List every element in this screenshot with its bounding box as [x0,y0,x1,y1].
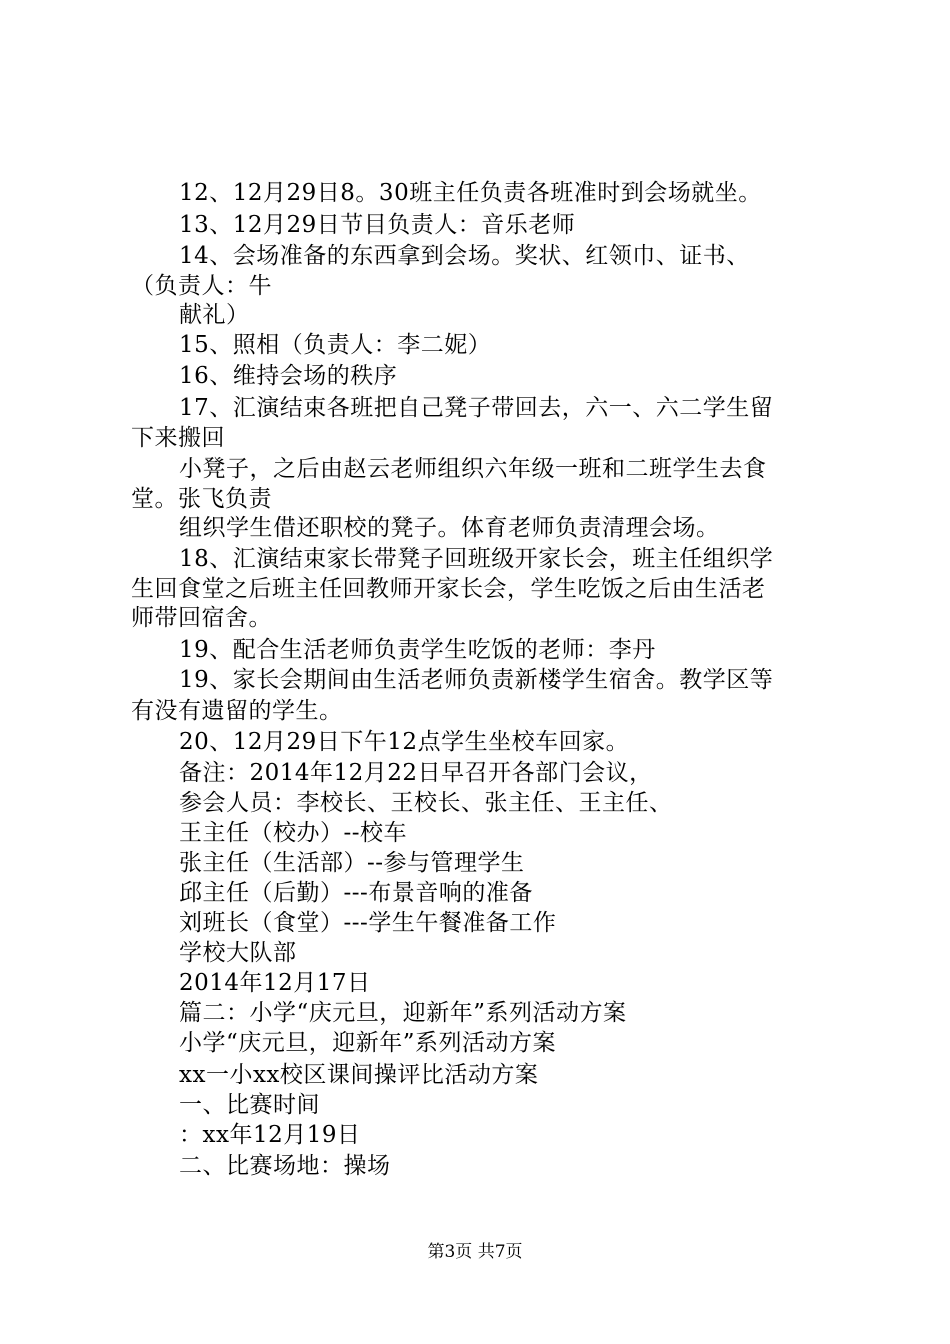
text-line: 篇二：小学“庆元旦，迎新年”系列活动方案 [179,1000,627,1026]
text-line: （负责人：牛 [131,273,272,299]
text-line: 参会人员：李校长、王校长、张主任、王主任、 [179,790,673,816]
text-line: 有没有遗留的学生。 [131,698,343,724]
text-line: 堂。张飞负责 [131,486,272,512]
text-line: 2014年12月17日 [179,970,371,996]
text-line: 二、比赛场地：操场 [179,1153,391,1179]
text-line: 18、汇演结束家长带凳子回班级开家长会，班主任组织学 [179,546,774,572]
text-line: 组织学生借还职校的凳子。体育老师负责清理会场。 [179,515,720,541]
text-line: 19、家长会期间由生活老师负责新楼学生宿舍。教学区等 [179,667,774,693]
text-line: 小学“庆元旦，迎新年”系列活动方案 [179,1030,557,1056]
text-line: 14、会场准备的东西拿到会场。奖状、红领巾、证书、 [179,243,750,269]
text-line: 师带回宿舍。 [131,605,272,631]
text-line: 19、配合生活老师负责学生吃饭的老师：李丹 [179,637,656,663]
text-line: 张主任（生活部）--参与管理学生 [179,850,525,876]
text-line: 13、12月29日节目负责人：音乐老师 [179,212,576,238]
text-line: 献礼） [179,302,250,328]
page-number-footer: 第3页 共7页 [427,1242,523,1262]
text-line: 备注：2014年12月22日早召开各部门会议， [179,760,653,786]
text-line: 下来搬回 [131,425,225,451]
text-line: 12、12月29日8。30班主任负责各班准时到会场就坐。 [179,180,762,206]
text-line: 15、照相（负责人：李二妮） [179,332,492,358]
text-line: 20、12月29日下午12点学生坐校车回家。 [179,729,630,755]
text-line: 生回食堂之后班主任回教师开家长会，学生吃饭之后由生活老 [131,576,766,602]
text-line: 16、维持会场的秩序 [179,363,398,389]
text-line: ：xx年12月19日 [179,1122,361,1148]
text-line: 王主任（校办）--校车 [179,820,408,846]
text-line: 小凳子，之后由赵云老师组织六年级一班和二班学生去食 [179,456,767,482]
text-line: 邱主任（后勤）---布景音响的准备 [179,880,533,906]
text-line: 17、汇演结束各班把自己凳子带回去，六一、六二学生留 [179,395,774,421]
text-line: 学校大队部 [179,940,297,966]
text-line: 刘班长（食堂）---学生午餐准备工作 [179,910,557,936]
text-line: xx一小xx校区课间操评比活动方案 [179,1062,539,1088]
text-line: 一、比赛时间 [179,1092,320,1118]
